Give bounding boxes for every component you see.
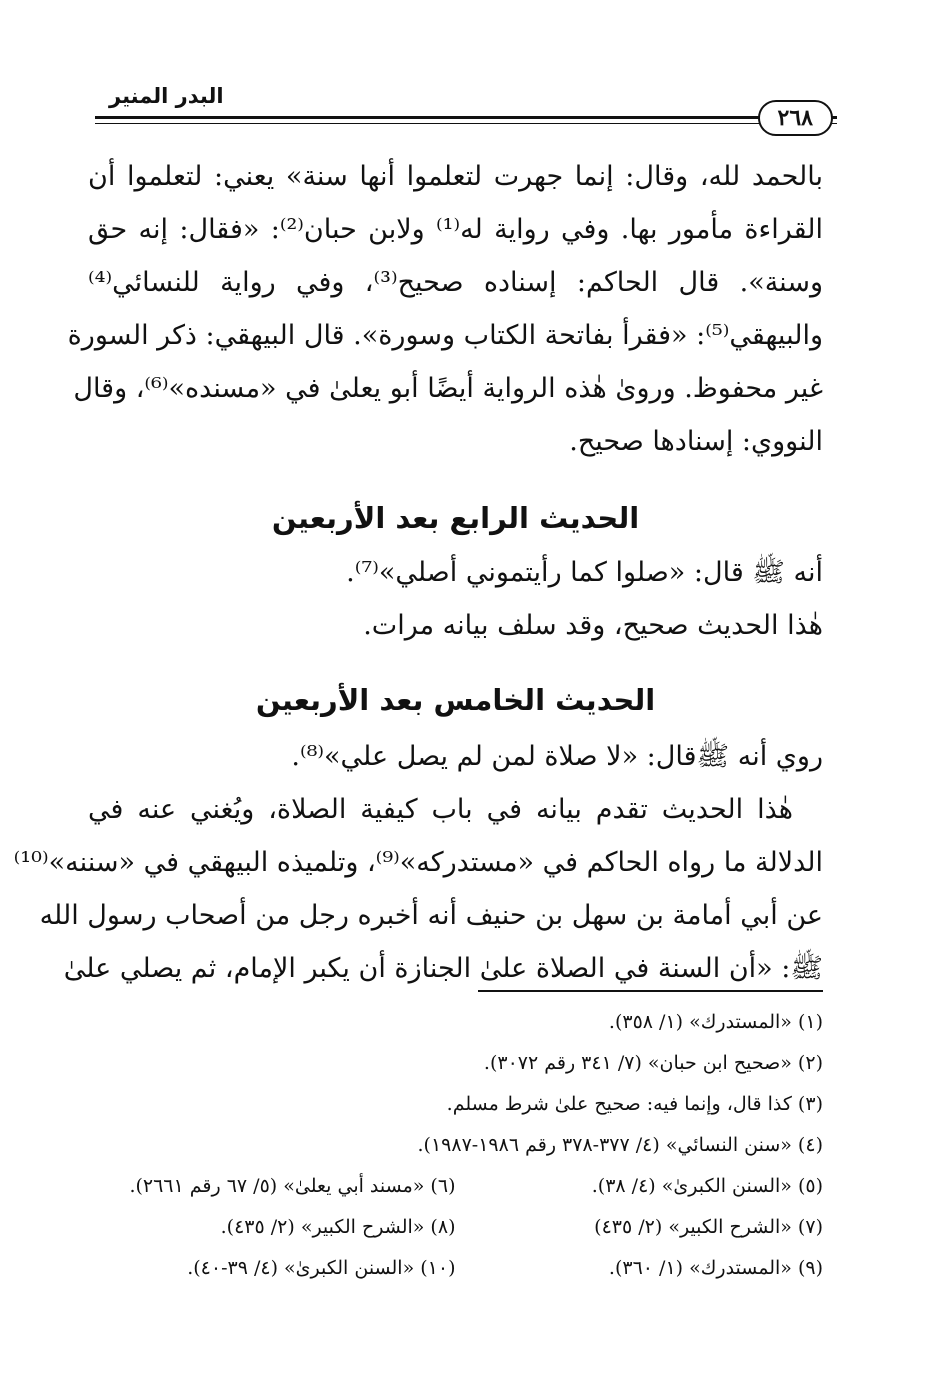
paragraph-2	[88, 546, 823, 652]
footnote: (٦) «مسند أبي يعلىٰ» (٥/ ٦٧ رقم ٢٦٦١).	[129, 1175, 456, 1197]
text-line: الدلالة ما رواه الحاكم في «مستدركه»⁽⁹⁾، وتلميذه البيهقي في «سننه»⁽¹⁰⁾	[13, 847, 823, 878]
book-title: البدر المنير	[105, 84, 228, 108]
footnote: (٧) «الشرح الكبير» (٢/ ٤٣٥)	[594, 1216, 823, 1238]
footnote: (٣) كذا قال، وإنما فيه: صحيح علىٰ شرط مسلم.	[446, 1093, 823, 1115]
footnote-row	[88, 1166, 823, 1207]
footnote-row	[88, 1207, 823, 1248]
section-heading: الحديث الرابع بعد الأربعين	[271, 501, 640, 535]
text-line: النووي: إسنادها صحيح.	[569, 426, 823, 457]
page-number: ٢٦٨	[758, 100, 833, 136]
footnote: (٩) «المستدرك» (١/ ٣٦٠).	[608, 1257, 823, 1279]
text-line: غير محفوظ. وروىٰ هٰذه الرواية أيضًا أبو يعلىٰ في «مسنده»⁽⁶⁾، وقال	[73, 373, 823, 404]
paragraph-3	[13, 730, 823, 995]
footnote: (٥) «السنن الكبرىٰ» (٤/ ٣٨).	[591, 1175, 823, 1197]
footnote: (٤) «سنن النسائي» (٤/ ٣٧٧-٣٧٨ رقم ١٩٨٦-١٩٨٧).	[417, 1134, 823, 1156]
footnote: (٢) «صحيح ابن حبان» (٧/ ٣٤١ رقم ٣٠٧٢).	[483, 1052, 823, 1074]
text-line: أنه ﷺ قال: «صلوا كما رأيتموني أصلي»⁽⁷⁾.	[346, 557, 823, 588]
page-header	[95, 78, 837, 138]
text-line: القراءة مأمور بها. وفي رواية له⁽¹⁾ ولابن حبان⁽²⁾: «فقال: إنه حق	[88, 214, 823, 245]
main-text	[13, 150, 823, 995]
text-line: هٰذا الحديث تقدم بيانه في باب كيفية الصلاة، ويُغني عنه في	[88, 794, 793, 825]
text-line: بالحمد لله، وقال: إنما جهرت لتعلموا أنها سنة» يعني: لتعلموا أن	[88, 161, 823, 192]
footnote-row	[88, 1248, 823, 1289]
footnote-separator	[478, 990, 823, 992]
footnote: (١) «المستدرك» (١/ ٣٥٨).	[608, 1011, 823, 1033]
text-line: ﷺ: «أن السنة في الصلاة علىٰ الجنازة أن يكبر الإمام، ثم يصلي علىٰ	[63, 953, 823, 984]
footnote: (١٠) «السنن الكبرىٰ» (٤/ ٣٩-٤٠).	[187, 1257, 456, 1279]
footnote: (٨) «الشرح الكبير» (٢/ ٤٣٥).	[220, 1216, 456, 1238]
text-line: هٰذا الحديث صحيح، وقد سلف بيانه مرات.	[363, 610, 823, 641]
paragraph-1	[67, 150, 823, 468]
header-rule-thin	[95, 123, 837, 124]
section-heading: الحديث الخامس بعد الأربعين	[255, 683, 656, 717]
footnotes	[88, 1002, 823, 1289]
header-rule-thick	[95, 116, 837, 119]
text-line: عن أبي أمامة بن سهل بن حنيف أنه أخبره رجل من أصحاب رسول الله	[39, 900, 823, 931]
text-line: والبيهقي⁽⁵⁾: «فقرأ بفاتحة الكتاب وسورة». قال البيهقي: ذكر السورة	[67, 320, 823, 351]
text-line: وسنة». قال الحاكم: إسناده صحيح⁽³⁾، وفي رواية للنسائي⁽⁴⁾	[88, 267, 823, 298]
text-line: روي أنه ﷺقال: «لا صلاة لمن لم يصل علي»⁽⁸⁾.	[291, 741, 823, 772]
